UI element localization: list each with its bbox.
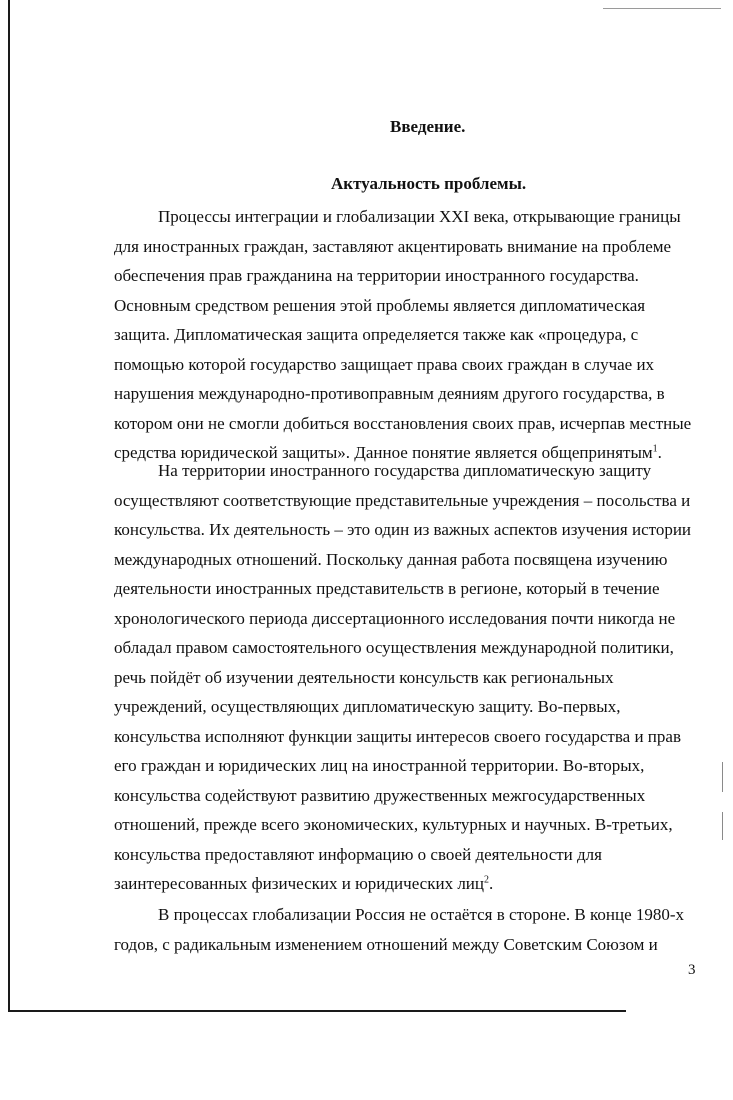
text-line: отношений, прежде всего экономических, культурных и научных. В-третьих, xyxy=(114,815,673,834)
paragraph-2 xyxy=(114,456,698,899)
text-line: годов, с радикальным изменением отношений между Советским Союзом и xyxy=(114,934,658,954)
text-line: Процессы интеграции и глобализации XXI века, открывающие границы xyxy=(158,207,681,226)
text-line: деятельности иностранных представительств в регионе, который в течение xyxy=(114,579,660,598)
text-line: котором они не смогли добиться восстановления своих прав, исчерпав местные xyxy=(114,413,692,433)
sentence-end: . xyxy=(489,874,494,893)
footnote-marker[interactable]: 1 xyxy=(652,443,658,455)
text-line: обеспечения прав гражданина на территории иностранного государства. xyxy=(114,266,639,285)
scan-right-mark xyxy=(722,812,723,840)
footnote-marker[interactable]: 2 xyxy=(484,874,489,886)
page-title: Введение. xyxy=(390,117,466,136)
text-line: На территории иностранного государства дипломатическую защиту xyxy=(158,461,652,480)
scan-top-mark xyxy=(603,8,721,9)
text-line: обладал правом самостоятельного осуществления международной политики, xyxy=(114,638,674,657)
text-line: заинтересованных физических и юридических лиц xyxy=(114,874,484,893)
text-line: нарушения международно-противоправным деяниям другого государства, в xyxy=(114,384,665,403)
text-line: осуществляют соответствующие представительные учреждения – посольства и xyxy=(114,490,691,510)
text-line: хронологического периода диссертационного исследования почти никогда не xyxy=(114,608,676,628)
text-line: консульства содействуют развитию дружественных межгосударственных xyxy=(114,785,646,805)
page-number: 3 xyxy=(688,962,696,978)
text-line: В процессах глобализации Россия не остаётся в стороне. В конце 1980-х xyxy=(158,905,685,924)
text-line: консульства исполняют функции защиты интересов своего государства и прав xyxy=(114,726,681,746)
scan-left-edge xyxy=(8,0,10,1012)
section-heading: Актуальность проблемы. xyxy=(331,174,527,193)
text-line: средства юридической защиты». Данное понятие является общепринятым xyxy=(114,443,653,462)
scan-right-mark xyxy=(722,762,723,792)
text-line: учреждений, осуществляющих дипломатическую защиту. Во-первых, xyxy=(114,697,621,716)
text-line: его граждан и юридических лиц на иностранной территории. Во-вторых, xyxy=(114,756,645,775)
paragraph-3 xyxy=(114,900,698,959)
sentence-end: . xyxy=(657,443,662,462)
scan-bottom-edge xyxy=(8,1010,626,1012)
text-line: речь пойдёт об изучении деятельности консульств как региональных xyxy=(114,667,614,687)
paragraph-1 xyxy=(114,202,698,468)
text-line: международных отношений. Поскольку данная работа посвящена изучению xyxy=(114,549,668,569)
text-line: помощью которой государство защищает права своих граждан в случае их xyxy=(114,354,655,374)
text-line: Основным средством решения этой проблемы является дипломатическая xyxy=(114,295,646,315)
text-line: для иностранных граждан, заставляют акцентировать внимание на проблеме xyxy=(114,236,672,256)
text-line-with-footnote xyxy=(114,869,698,899)
text-line: консульства предоставляют информацию о своей деятельности для xyxy=(114,844,602,864)
text-line: защита. Дипломатическая защита определяется также как «процедура, с xyxy=(114,325,639,344)
text-line: консульства. Их деятельность – это один из важных аспектов изучения истории xyxy=(114,520,692,539)
